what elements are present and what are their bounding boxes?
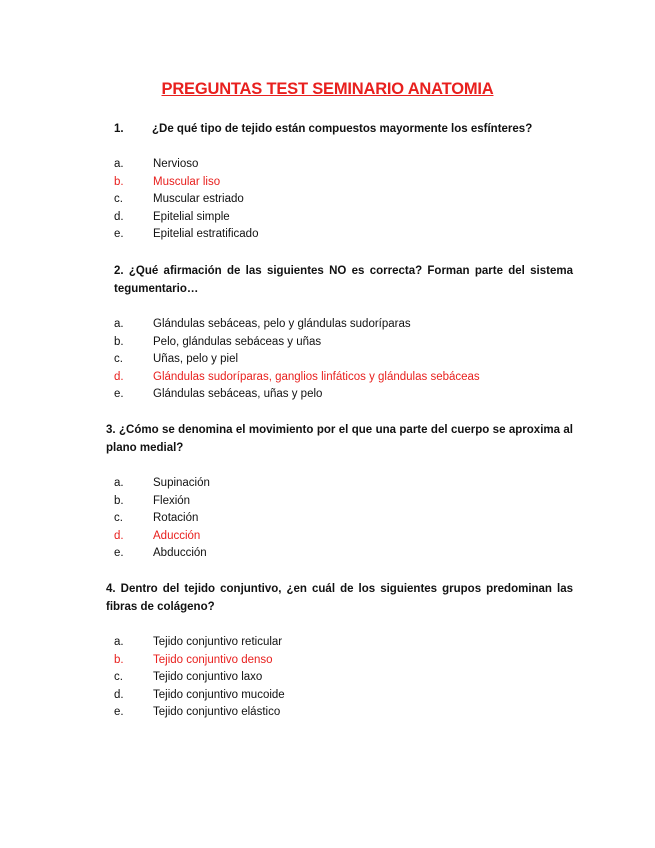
option-text: Uñas, pelo y piel bbox=[153, 353, 239, 366]
option-text: Abducción bbox=[153, 547, 207, 560]
option-text: Tejido conjuntivo laxo bbox=[153, 671, 263, 684]
option-letter: d. bbox=[114, 370, 124, 383]
question-text: ¿De qué tipo de tejido están compuestos mayormente los esfínteres? bbox=[152, 123, 533, 135]
option-e[interactable] bbox=[114, 386, 480, 404]
option-text: Glándulas sebáceas, pelo y glándulas sudoríparas bbox=[153, 318, 411, 330]
option-letter: c. bbox=[114, 193, 123, 206]
option-letter: b. bbox=[114, 175, 124, 188]
option-letter: b. bbox=[114, 653, 124, 666]
option-b-correct[interactable] bbox=[114, 174, 258, 192]
options-list-3 bbox=[114, 475, 210, 563]
option-letter: c. bbox=[114, 671, 123, 684]
option-text: Glándulas sudoríparas, ganglios linfáticos y glándulas sebáceas bbox=[153, 370, 480, 383]
option-b[interactable] bbox=[114, 493, 210, 511]
question-4: 4. Dentro del tejido conjuntivo, ¿en cuál de los siguientes grupos predominan las fibras de colágeno? bbox=[106, 583, 573, 613]
option-text: Epitelial simple bbox=[153, 210, 230, 223]
question-2: 2. ¿Qué afirmación de las siguientes NO es correcta? Forman parte del sistema tegumentario… bbox=[114, 265, 573, 295]
option-e[interactable] bbox=[114, 545, 210, 563]
option-text: Muscular liso bbox=[153, 175, 221, 188]
option-b-correct[interactable] bbox=[114, 652, 285, 670]
option-text: Tejido conjuntivo reticular bbox=[153, 636, 283, 648]
option-text: Aducción bbox=[153, 529, 201, 542]
option-d[interactable] bbox=[114, 687, 285, 705]
option-text: Pelo, glándulas sebáceas y uñas bbox=[153, 335, 322, 348]
option-text: Epitelial estratificado bbox=[153, 228, 259, 241]
option-c[interactable] bbox=[114, 351, 480, 369]
option-letter: b. bbox=[114, 335, 124, 348]
option-letter: e. bbox=[114, 547, 124, 560]
option-b[interactable] bbox=[114, 334, 480, 352]
option-text: Muscular estriado bbox=[153, 193, 244, 206]
option-letter: d. bbox=[114, 529, 124, 542]
option-a[interactable] bbox=[114, 316, 480, 334]
option-a[interactable] bbox=[114, 634, 285, 652]
option-c[interactable] bbox=[114, 191, 258, 209]
option-d[interactable] bbox=[114, 209, 258, 227]
option-c[interactable] bbox=[114, 510, 210, 528]
option-letter: b. bbox=[114, 494, 124, 507]
option-d-correct[interactable] bbox=[114, 369, 480, 387]
option-text: Nervioso bbox=[153, 158, 199, 170]
option-a[interactable] bbox=[114, 156, 258, 174]
option-a[interactable] bbox=[114, 475, 210, 493]
option-letter: e. bbox=[114, 706, 124, 719]
options-list-1 bbox=[114, 156, 258, 244]
option-letter: a. bbox=[114, 636, 124, 648]
option-letter: e. bbox=[114, 388, 124, 401]
option-letter: a. bbox=[114, 158, 124, 170]
option-text: Tejido conjuntivo mucoide bbox=[153, 688, 285, 701]
option-text: Supinación bbox=[153, 477, 210, 489]
question-1 bbox=[114, 121, 532, 139]
option-e[interactable] bbox=[114, 704, 285, 722]
option-text: Glándulas sebáceas, uñas y pelo bbox=[153, 388, 323, 401]
option-letter: d. bbox=[114, 210, 124, 223]
option-letter: a. bbox=[114, 318, 124, 330]
option-letter: a. bbox=[114, 477, 124, 489]
option-e[interactable] bbox=[114, 226, 258, 244]
option-letter: c. bbox=[114, 353, 123, 366]
option-text: Flexión bbox=[153, 494, 191, 507]
option-text: Rotación bbox=[153, 512, 199, 525]
options-list-2 bbox=[114, 316, 480, 404]
question-number: 1. bbox=[114, 123, 124, 135]
question-3: 3. ¿Cómo se denomina el movimiento por el que una parte del cuerpo se aproxima al plano medial? bbox=[106, 424, 573, 454]
option-c[interactable] bbox=[114, 669, 285, 687]
option-letter: d. bbox=[114, 688, 124, 701]
option-text: Tejido conjuntivo denso bbox=[153, 653, 273, 666]
option-text: Tejido conjuntivo elástico bbox=[153, 706, 281, 719]
options-list-4 bbox=[114, 634, 285, 722]
option-d-correct[interactable] bbox=[114, 528, 210, 546]
option-letter: c. bbox=[114, 512, 123, 525]
page-title: PREGUNTAS TEST SEMINARIO ANATOMIA bbox=[161, 80, 494, 98]
option-letter: e. bbox=[114, 228, 124, 241]
